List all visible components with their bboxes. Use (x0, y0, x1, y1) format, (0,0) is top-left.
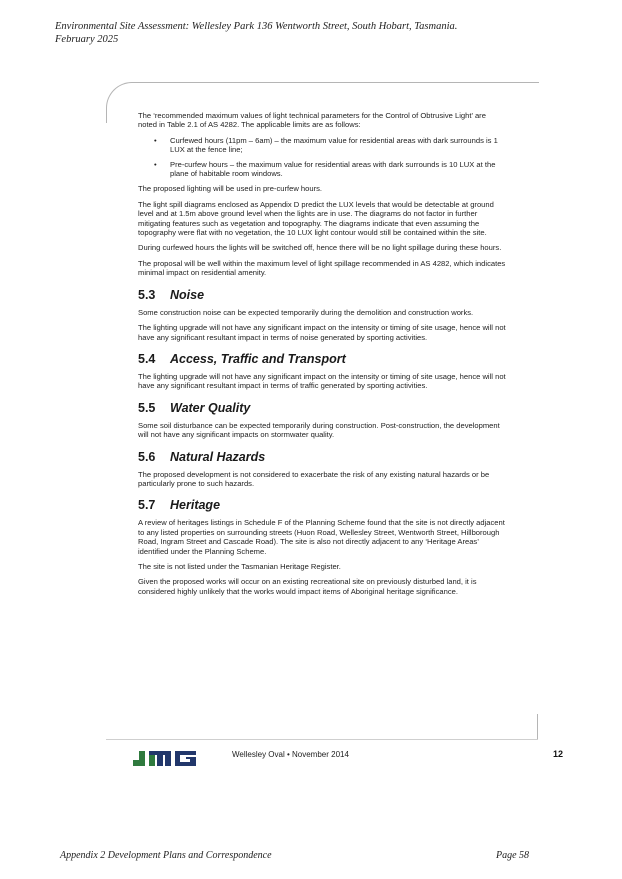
section-heading-heritage (138, 498, 506, 512)
page-frame-right (537, 714, 538, 739)
section-title: Natural Hazards (170, 449, 266, 464)
section-heading-noise (138, 288, 506, 302)
paragraph: The lighting upgrade will not have any significant impact on the intensity or timing of site usage, hence will not have any significant resultant impact in terms of noise generated by sporting activities. (138, 323, 506, 342)
intro-paragraph: The ‘recommended maximum values of light technical parameters for the Control of Obtrusive Light’ are noted in Table 2.1 of AS 4282. The applicable limits are as follows: (138, 111, 486, 130)
section-number: 5.7 (138, 498, 156, 513)
list-item (138, 136, 506, 155)
section-heading-water-quality (138, 401, 506, 415)
section-number: 5.6 (138, 449, 156, 464)
report-footer-title: Wellesley Oval • November 2014 (232, 750, 349, 759)
section-title: Access, Traffic and Transport (170, 351, 346, 366)
section-number: 5.4 (138, 351, 156, 366)
paragraph: The proposed development is not considered to exacerbate the risk of any existing natural hazards or be particularly prone to such hazards. (138, 469, 490, 488)
paragraph: Some soil disturbance can be expected temporarily during construction. Post-construction, the development will not have any significant impacts on stormwater quality. (138, 420, 500, 440)
paragraph: The proposal will be well within the maximum level of light spillage recommended in AS 4282, which indicates minimal impact on residential amenity. (138, 258, 506, 278)
section-title: Noise (170, 287, 205, 302)
paragraph: The site is not listed under the Tasmanian Heritage Register. (138, 561, 341, 571)
paragraph: The proposed lighting will be used in pre-curfew hours. (138, 184, 323, 194)
list-item (138, 160, 506, 179)
paragraph: Some construction noise can be expected temporarily during the demolition and construction works. (138, 307, 474, 317)
jmg-logo (133, 748, 197, 770)
report-page-number: 12 (553, 749, 564, 759)
report-body (138, 111, 506, 602)
paragraph: A review of heritages listings in Schedule F of the Planning Scheme found that the site is not directly adjacent to any listed properties on surrounding streets (Huon Road, Wellesley Street, Wentworth Street, Hillborough Road, Ingram Street and Cascade Road). The site is also not directly adjacent to any ‘Heritage Areas’ identified under the Planning Scheme. (138, 518, 505, 556)
limits-list (138, 136, 506, 179)
paragraph: The light spill diagrams enclosed as Appendix D predict the LUX levels that would be detectable at ground level and at 1.5m above ground level when the lights are in use. The diagrams do not factor in further mitigating features such as vegetation and topography. The diagrams indicate that even assuming the topography were flat with no vegetation, the 10 LUX light contour would still be contained within the site. (138, 199, 494, 238)
paragraph: Given the proposed works will occur on an existing recreational site on previously disturbed land, it is considered highly unlikely that the works would impact items of Aboriginal heritage significance. (138, 577, 477, 596)
appendix-label: Appendix 2 Development Plans and Correspondence (60, 850, 272, 861)
header-date: February 2025 (55, 34, 119, 45)
section-title: Water Quality (170, 400, 251, 415)
section-number: 5.5 (138, 400, 156, 415)
header-title: Environmental Site Assessment: Wellesley Park 136 Wentworth Street, South Hobart, Tasmania. (55, 21, 458, 32)
list-item-text: Pre-curfew hours – the maximum value for residential areas with dark surrounds is 10 LUX at the plane of habitable room windows. (170, 159, 496, 179)
section-heading-access (138, 352, 506, 366)
section-title: Heritage (170, 498, 221, 513)
bullet-icon: • (154, 135, 157, 145)
paragraph: During curfewed hours the lights will be switched off, hence there will be no light spillage during these hours. (138, 243, 502, 253)
section-number: 5.3 (138, 287, 156, 302)
list-item-text: Curfewed hours (11pm – 6am) – the maximum value for residential areas with dark surrounds is 1 LUX at the fence line; (170, 135, 498, 155)
logo-j-foot (133, 760, 145, 766)
section-heading-natural-hazards (138, 450, 506, 464)
logo-m-top (149, 751, 171, 755)
page-frame-bottom (106, 739, 538, 740)
page-label: Page 58 (496, 850, 530, 861)
paragraph: The lighting upgrade will not have any significant impact on the intensity or timing of site usage, hence will not have any significant resultant impact in terms of traffic generated by sporting activities. (138, 371, 506, 391)
bullet-icon: • (154, 159, 157, 169)
document-header (55, 20, 595, 46)
logo-g-shape (175, 751, 196, 766)
